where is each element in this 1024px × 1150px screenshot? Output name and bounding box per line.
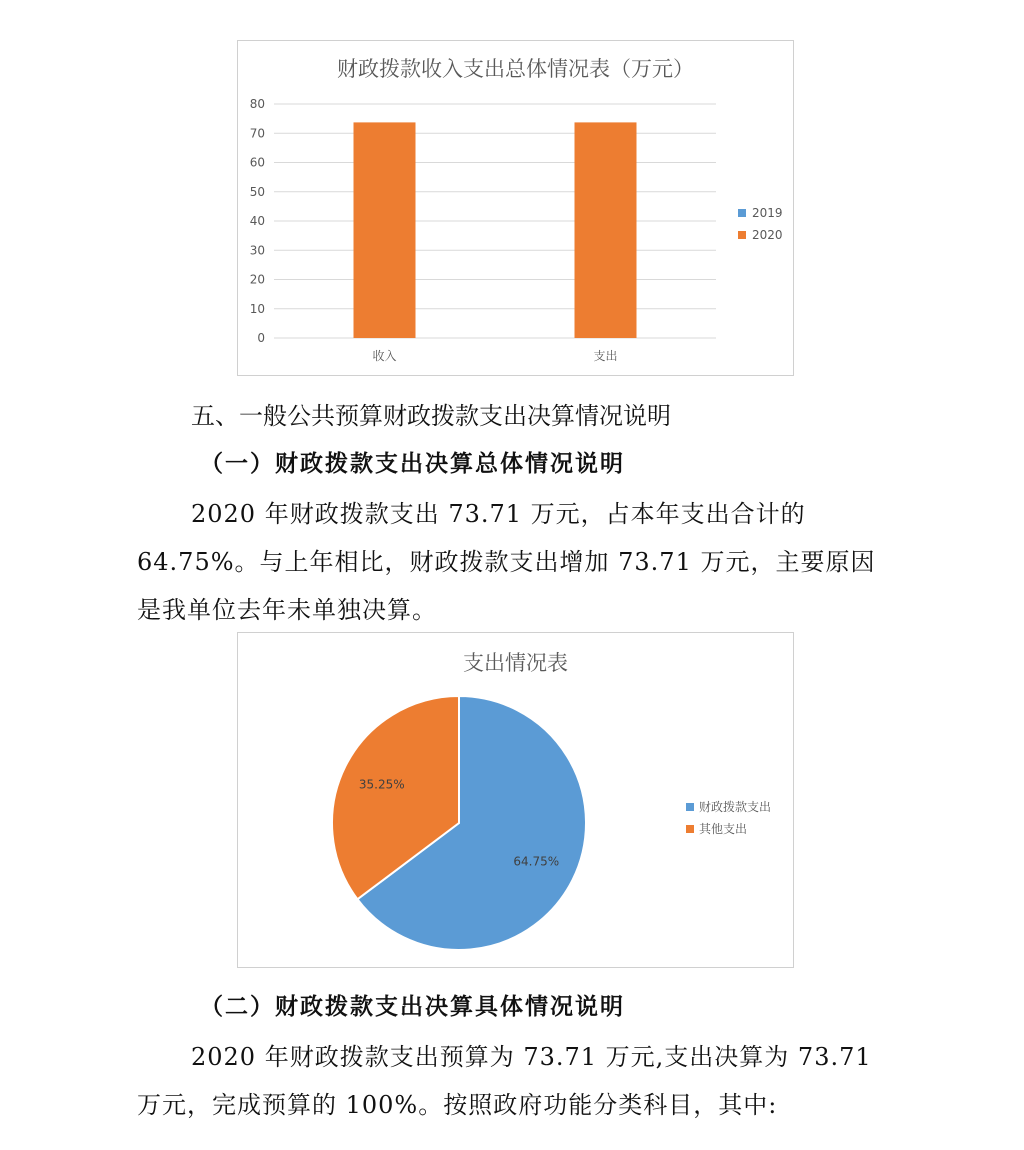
legend-swatch (738, 231, 746, 239)
y-tick-label: 20 (249, 272, 265, 287)
paragraph-2-line-2: 万元，完成预算的 100%。按照政府功能分类科目，其中: (137, 1091, 778, 1119)
legend-swatch (738, 209, 746, 217)
y-tick-label: 80 (249, 97, 265, 111)
bar (354, 122, 416, 338)
pie-chart-title: 支出情况表 (463, 651, 568, 675)
y-tick-label: 30 (249, 243, 265, 258)
y-tick-label: 40 (249, 214, 265, 228)
pie-data-label: 35.25% (358, 777, 405, 792)
x-tick-label: 支出 (593, 349, 618, 363)
bar-chart-svg (238, 41, 793, 375)
subsection-heading-2: （二）财政拨款支出决算具体情况说明 (200, 994, 625, 1020)
paragraph-1-line-3: 是我单位去年未单独决算。 (137, 596, 437, 624)
bar-chart (237, 40, 794, 376)
pie-chart (237, 632, 794, 968)
y-tick-label: 60 (249, 155, 265, 170)
paragraph-2-line-1: 2020 年财政拨款支出预算为 73.71 万元,支出决算为 73.71 (191, 1043, 872, 1071)
legend-swatch (686, 803, 694, 811)
subsection-heading-1: （一）财政拨款支出决算总体情况说明 (200, 451, 625, 477)
y-tick-label: 0 (257, 331, 265, 345)
bar (575, 122, 637, 338)
bar-chart-title: 财政拨款收入支出总体情况表（万元） (337, 57, 694, 81)
pie-chart-svg (238, 633, 793, 967)
pie-data-label: 64.75% (513, 854, 560, 869)
legend-label: 财政拨款支出 (699, 800, 772, 814)
legend-label: 2019 (752, 206, 783, 220)
paragraph-1-line-2: 64.75%。与上年相比，财政拨款支出增加 73.71 万元，主要原因 (137, 548, 876, 576)
legend-label: 其他支出 (699, 822, 748, 836)
section-heading: 五、一般公共预算财政拨款支出决算情况说明 (191, 402, 671, 430)
x-tick-label: 收入 (372, 349, 397, 363)
legend-label: 2020 (752, 228, 783, 242)
paragraph-1-line-1: 2020 年财政拨款支出 73.71 万元，占本年支出合计的 (191, 500, 806, 528)
y-tick-label: 70 (249, 126, 265, 141)
y-tick-label: 10 (249, 301, 265, 316)
y-tick-label: 50 (249, 184, 265, 199)
legend-swatch (686, 825, 694, 833)
